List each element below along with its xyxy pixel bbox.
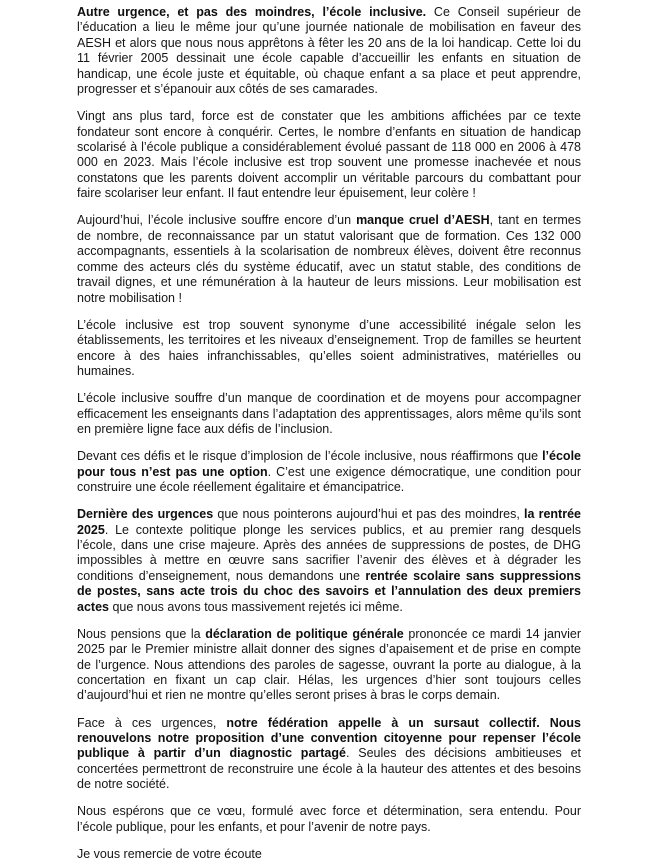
- bold-run: l’école pour tous n’est pas une option: [77, 449, 581, 479]
- bold-run: Autre urgence, et pas des moindres, l’école inclusive.: [77, 5, 427, 19]
- document-body: [77, 5, 581, 862]
- paragraph-sursaut-collectif: [77, 716, 581, 793]
- bold-run: la rentrée 2025: [77, 507, 581, 537]
- text-run: Ce Conseil supérieur de l’éducation a lieu le même jour qu’une journée nationale de mobilisation en faveur des AESH et alors que nous nous apprêtons à fêter les 20 ans de la loi handicap. Cette loi du 11 février 2005 dessinait une école capable d’accueillir les enfants en situation de handicap, une école juste et équitable, où chaque enfant a sa place et peut apprendre, progresser et s’épanouir aux côtés de ses camarades.: [77, 5, 581, 97]
- text-run: Devant ces défis et le risque d’implosion de l’école inclusive, nous réaffirmons que: [77, 449, 543, 464]
- paragraph-remerciements: [77, 847, 581, 862]
- paragraph-vingt-ans-plus-tard: [77, 109, 581, 201]
- text-run: Vingt ans plus tard, force est de constater que les ambitions affichées par ce texte fondateur sont encore à conquérir. Certes, le nombre d’enfants en situation de handicap scolarisé à l’école publique a considérablement évolué passant de 118 000 en 2006 à 478 000 en 2023. Mais l’école inclusive est trop souvent une promesse inachevée et nous constatons que les parents doivent accomplir un véritable parcours du combattant pour faire scolariser leur enfant. Il faut entendre leur épuisement, leur colère !: [77, 109, 581, 201]
- text-run: . Le contexte politique plonge les services publics, et au premier rang desquels l’école, dans une crise majeure. Après des années de suppressions de postes, de DHG impossibles à mettre en œuvre sans sacrifier l’avenir des élèves et à dégrader les conditions d’enseignement, nous demandons une: [77, 522, 581, 583]
- text-run: . Seules des décisions ambitieuses et concertées permettront de reconstruire une école à la hauteur des attentes et des besoins de notre société.: [77, 746, 581, 792]
- paragraph-declaration-politique: [77, 627, 581, 704]
- text-run: que nous avons tous massivement rejetés ici même.: [108, 599, 403, 614]
- bold-run: notre fédération appelle à un sursaut collectif. Nous renouvelons notre proposition d’une convention citoyenne pour repenser l’école publique à partir d’un diagnostic partagé: [77, 715, 581, 761]
- text-run: que nous pointerons aujourd’hui et pas des moindres,: [213, 507, 524, 522]
- text-run: L’école inclusive est trop souvent synonyme d’une accessibilité inégale selon les établissements, les territoires et les niveaux d’enseignement. Trop de familles se heurtent encore à des haies infranchissables, qu’elles soient administratives, matérielles ou humaines.: [77, 317, 581, 378]
- text-run: , tant en termes de nombre, de reconnaissance par un statut valorisant que de formation. Ces 132 000 accompagnants, essentiels à la scolarisation de nombreux élèves, doivent être reconnus comme des acteurs clés du système éducatif, avec un statut stable, des conditions de travail dignes, et une rémunération à la hauteur de leurs missions. Leur mobilisation est notre mobilisation !: [77, 213, 581, 305]
- bold-run: déclaration de politique générale: [205, 626, 404, 641]
- paragraph-ecole-pour-tous: [77, 449, 581, 495]
- bold-run: rentrée scolaire sans suppressions de postes, sans acte trois du choc des savoirs et l’annulation des deux premiers actes: [77, 568, 581, 614]
- text-run: Je vous remercie de votre écoute: [77, 847, 262, 862]
- text-run: Face à ces urgences,: [77, 715, 227, 730]
- paragraph-ecole-inclusive-intro: [77, 5, 581, 97]
- text-run: . C’est une exigence démocratique, une condition pour construire une école réellement égalitaire et émancipatrice.: [77, 464, 581, 494]
- bold-run: manque cruel d’AESH: [356, 213, 490, 228]
- text-run: prononcée ce mardi 14 janvier 2025 par le Premier ministre allait donner des signes d’apaisement et de prise en compte de l’urgence. Nous attendions des paroles de sagesse, ouvrant la porte au dialogue, à la concertation en fixant un cap clair. Hélas, les urgences d’hier sont toujours celles d’aujourd’hui et rien ne montre qu’elles seront prises à bras le corps demain.: [77, 626, 582, 703]
- paragraph-accessibilite-inegale: [77, 318, 581, 380]
- paragraph-rentree-2025: [77, 507, 581, 615]
- bold-run: Dernière des urgences: [77, 507, 214, 522]
- paragraph-voeu: [77, 804, 581, 835]
- paragraph-manque-aesh: [77, 213, 581, 305]
- paragraph-manque-coordination: [77, 391, 581, 437]
- text-run: Nous pensions que la: [77, 626, 206, 641]
- text-run: L’école inclusive souffre d’un manque de coordination et de moyens pour accompagner efficacement les enseignants dans l’adaptation des apprentissages, alors même qu’ils sont en première ligne face aux défis de l’inclusion.: [77, 391, 581, 436]
- text-run: Nous espérons que ce vœu, formulé avec force et détermination, sera entendu. Pour l’école publique, pour les enfants, et pour l’avenir de notre pays.: [77, 804, 581, 834]
- text-run: Aujourd’hui, l’école inclusive souffre encore d’un: [77, 213, 357, 228]
